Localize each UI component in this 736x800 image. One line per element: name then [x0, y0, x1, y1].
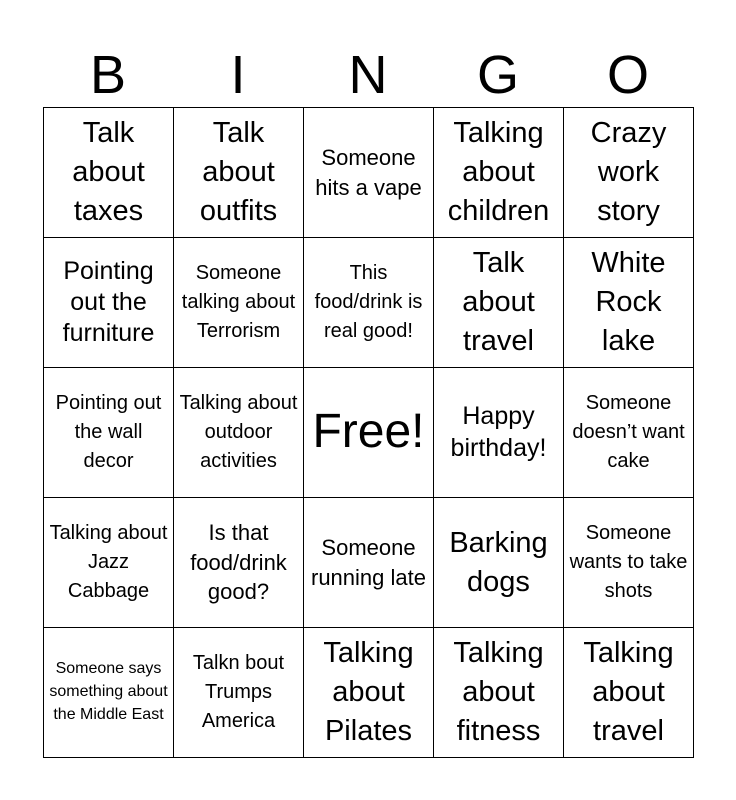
free-cell-text: Free! — [312, 405, 425, 459]
bingo-cell[interactable] — [44, 368, 174, 498]
cell-text: Someone talking about Terrorism — [181, 262, 296, 342]
board-row — [44, 368, 694, 498]
cell-text: Someone says something about the Middle East — [49, 660, 168, 723]
bingo-cell[interactable] — [174, 108, 304, 238]
board-row — [44, 498, 694, 628]
bingo-cell[interactable] — [44, 108, 174, 238]
cell-text: Someone running late — [311, 535, 426, 590]
bingo-board — [43, 107, 694, 758]
bingo-cell[interactable] — [304, 238, 434, 368]
header-letter-i: I — [230, 45, 246, 105]
cell-text: Is that food/drink good? — [190, 520, 287, 605]
cell-text: White Rock lake — [591, 247, 666, 357]
bingo-cell[interactable] — [434, 498, 564, 628]
bingo-cell[interactable] — [434, 628, 564, 758]
bingo-cell[interactable] — [434, 108, 564, 238]
cell-text: Crazy work story — [590, 117, 667, 227]
cell-text: Pointing out the wall decor — [55, 392, 162, 472]
board-row — [44, 628, 694, 758]
header-letter-g: G — [476, 45, 519, 105]
bingo-header — [43, 44, 693, 106]
bingo-cell[interactable] — [44, 498, 174, 628]
bingo-cell[interactable] — [174, 628, 304, 758]
cell-text: Talking about children — [447, 117, 550, 227]
bingo-cell[interactable] — [44, 238, 174, 368]
cell-text: Barking dogs — [449, 526, 548, 598]
board-row — [44, 108, 694, 238]
bingo-cell[interactable] — [44, 628, 174, 758]
cell-text: Happy birthday! — [450, 402, 547, 462]
free-cell[interactable] — [304, 368, 434, 498]
bingo-cell[interactable] — [174, 498, 304, 628]
cell-text: Talkn bout Trumps America — [192, 652, 285, 732]
bingo-cell[interactable] — [434, 238, 564, 368]
cell-text: Someone wants to take shots — [569, 522, 688, 602]
header-letter-n: N — [348, 45, 388, 105]
cell-text: Someone doesn’t want cake — [572, 392, 685, 472]
bingo-cell[interactable] — [304, 628, 434, 758]
bingo-cell[interactable] — [304, 498, 434, 628]
cell-text: This food/drink is real good! — [314, 262, 423, 342]
board-row — [44, 238, 694, 368]
cell-text: Talking about fitness — [453, 637, 544, 747]
cell-text: Talk about outfits — [199, 117, 278, 227]
bingo-cell[interactable] — [564, 108, 694, 238]
bingo-cell[interactable] — [564, 628, 694, 758]
bingo-cell[interactable] — [304, 108, 434, 238]
cell-text: Talking about outdoor activities — [179, 392, 298, 472]
bingo-cell[interactable] — [174, 368, 304, 498]
header-letter-b: B — [89, 45, 127, 105]
header-letter-o: O — [606, 45, 649, 105]
cell-text: Talking about Pilates — [323, 637, 414, 747]
cell-text: Talk about taxes — [72, 117, 145, 227]
cell-text: Someone hits a vape — [315, 145, 422, 200]
bingo-cell[interactable] — [564, 238, 694, 368]
bingo-cell[interactable] — [174, 238, 304, 368]
bingo-cell[interactable] — [564, 498, 694, 628]
bingo-cell[interactable] — [434, 368, 564, 498]
bingo-cell[interactable] — [564, 368, 694, 498]
cell-text: Pointing out the furniture — [62, 256, 155, 348]
cell-text: Talking about travel — [583, 637, 674, 747]
cell-text: Talk about travel — [462, 247, 535, 357]
cell-text: Talking about Jazz Cabbage — [49, 522, 168, 602]
